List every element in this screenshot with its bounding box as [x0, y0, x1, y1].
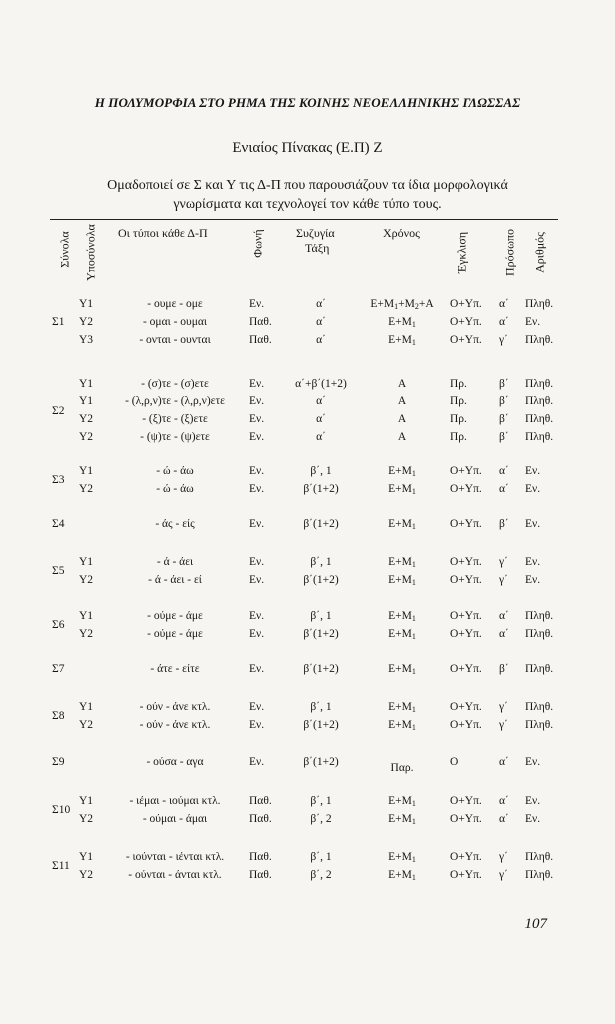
- cell-conj: β΄, 1: [310, 795, 332, 807]
- cell-conj: α΄: [316, 316, 326, 328]
- header-mood: Έγκλιση: [454, 231, 469, 274]
- cell-person: β΄: [499, 395, 509, 407]
- cell-mood: Ο+Υπ.: [450, 795, 482, 807]
- cell-number: Εν.: [525, 556, 541, 568]
- cell-voice: Παθ.: [249, 334, 272, 346]
- header-number: Αριθμός: [532, 232, 547, 273]
- cell-tense: $E+M_1$: [388, 483, 416, 496]
- cell-number: Πληθ.: [525, 298, 554, 310]
- set-label: Σ6: [52, 619, 65, 631]
- cell-number: Εν.: [525, 574, 541, 586]
- cell-conj: α΄+β΄(1+2): [295, 378, 347, 390]
- header-person: Πρόσωπο: [502, 228, 517, 277]
- cell-number: Πληθ.: [525, 869, 554, 881]
- cell-mood: Ο+Υπ.: [450, 610, 482, 622]
- cell-tense: $E+M_1$: [388, 628, 416, 641]
- cell-voice: Εν.: [249, 465, 265, 477]
- cell-sub: Υ1: [79, 378, 94, 390]
- cell-voice: Εν.: [249, 719, 265, 731]
- running-head: Η ΠΟΛΥΜΟΡΦΙΑ ΣΤΟ ΡΗΜΑ ΤΗΣ ΚΟΙΝΗΣ ΝΕΟΕΛΛΗΝΙΚΗΣ ΓΛΩΣΣΑΣ: [94, 95, 521, 110]
- cell-conj: β΄(1+2): [303, 719, 339, 731]
- cell-person: β΄: [499, 431, 509, 443]
- cell-tense: $E+M_1$: [388, 465, 416, 478]
- cell-sub: Υ1: [79, 701, 94, 713]
- set-label: Σ7: [52, 663, 65, 675]
- cell-mood: Ο+Υπ.: [450, 574, 482, 586]
- cell-voice: Παθ.: [249, 795, 272, 807]
- set-label: Σ9: [52, 756, 65, 768]
- cell-tense: Α: [397, 431, 407, 443]
- cell-mood: Ο: [450, 756, 459, 768]
- cell-forms: - ούσα - αγα: [146, 756, 204, 768]
- cell-number: Εν.: [525, 316, 541, 328]
- cell-mood: Ο+Υπ.: [450, 483, 482, 495]
- set-label: Σ2: [52, 404, 65, 417]
- set-label: Σ4: [52, 518, 65, 530]
- cell-mood: Πρ.: [450, 378, 467, 390]
- cell-tense: $E+M_1$: [388, 556, 416, 569]
- cell-mood: Ο+Υπ.: [450, 298, 482, 310]
- cell-mood: Ο+Υπ.: [450, 316, 482, 328]
- header-types: Οι τύποι κάθε Δ-Π: [118, 226, 208, 240]
- cell-person: α΄: [499, 610, 509, 622]
- cell-tense: $E+M_1$: [388, 701, 416, 714]
- cell-conj: β΄, 1: [310, 556, 332, 568]
- cell-mood: Ο+Υπ.: [450, 663, 482, 675]
- cell-person: α΄: [499, 465, 509, 477]
- cell-forms: - ά - άει: [156, 556, 194, 568]
- cell-sub: Υ2: [79, 483, 94, 495]
- cell-tense: $E+M_1$: [388, 316, 416, 329]
- cell-sub: Υ1: [79, 610, 94, 622]
- cell-tense: $E+M_1$: [388, 610, 416, 623]
- page-number: 107: [524, 916, 547, 932]
- cell-person: γ΄: [499, 574, 508, 586]
- cell-tense: $E+M_1$: [388, 869, 416, 882]
- cell-tense: Α: [397, 413, 407, 425]
- header-synola: Σύνολα: [57, 231, 72, 268]
- cell-forms: - ώ - άω: [156, 483, 194, 495]
- cell-forms: - (ξ)τε - (ξ)ετε: [142, 413, 208, 425]
- cell-mood: Ο+Υπ.: [450, 869, 482, 881]
- cell-forms: - ούμε - άμε: [147, 628, 203, 640]
- cell-sub: Υ2: [79, 316, 94, 328]
- cell-voice: Παθ.: [249, 813, 272, 825]
- cell-forms: - (λ,ρ,ν)τε - (λ,ρ,ν)ετε: [125, 395, 225, 407]
- cell-number: Πληθ.: [525, 701, 554, 713]
- cell-number: Πληθ.: [525, 851, 554, 863]
- set-label: Σ11: [52, 860, 70, 872]
- cell-sub: Υ2: [79, 413, 94, 425]
- cell-tense: $E+M_1$: [388, 795, 416, 808]
- cell-conj: α΄: [316, 334, 326, 346]
- cell-forms: - ούμαι - άμαι: [142, 813, 208, 825]
- cell-forms: - ά - άει - εί: [148, 574, 202, 586]
- cell-person: α΄: [499, 628, 509, 640]
- cell-forms: - ούνται - άνται κτλ.: [128, 869, 222, 881]
- cell-conj: β΄(1+2): [303, 483, 339, 495]
- cell-tense: Παρ.: [390, 762, 414, 774]
- cell-mood: Πρ.: [450, 413, 467, 425]
- cell-tense: $E+M_1$: [388, 518, 416, 531]
- cell-conj: β΄, 2: [310, 869, 332, 881]
- cell-forms: - ούν - άνε κτλ.: [139, 719, 211, 731]
- cell-conj: α΄: [316, 298, 326, 310]
- cell-forms: - ούν - άνε κτλ.: [139, 701, 211, 713]
- cell-tense: $E+M_1$: [388, 851, 416, 864]
- cell-mood: Ο+Υπ.: [450, 813, 482, 825]
- cell-forms: - ομαι - ουμαι: [142, 316, 208, 328]
- cell-mood: Ο+Υπ.: [450, 465, 482, 477]
- cell-mood: Ο+Υπ.: [450, 851, 482, 863]
- cell-conj: β΄(1+2): [303, 756, 339, 768]
- cell-forms: - άς - είς: [155, 518, 195, 530]
- cell-sub: Υ2: [79, 628, 94, 640]
- cell-forms: - ουμε - ομε: [147, 298, 203, 310]
- cell-number: Πληθ.: [525, 431, 554, 443]
- cell-person: γ΄: [499, 701, 508, 713]
- cell-voice: Εν.: [249, 298, 265, 310]
- cell-sub: Υ1: [79, 298, 94, 310]
- cell-voice: Εν.: [249, 413, 265, 425]
- cell-tense: $E+M_1$: [388, 813, 416, 826]
- description-line-2: γνωρίσματα και τεχνολογεί τον κάθε τύπο τους.: [173, 197, 442, 212]
- cell-forms: - άτε - είτε: [150, 663, 200, 675]
- cell-number: Πληθ.: [525, 719, 554, 731]
- cell-number: Πληθ.: [525, 378, 554, 390]
- cell-number: Εν.: [525, 483, 541, 495]
- cell-voice: Εν.: [249, 483, 265, 495]
- cell-conj: α΄: [316, 431, 326, 443]
- set-label: Σ3: [52, 474, 65, 486]
- table-top-rule: [50, 219, 558, 220]
- cell-voice: Εν.: [249, 431, 265, 443]
- cell-mood: Ο+Υπ.: [450, 518, 482, 530]
- cell-mood: Πρ.: [450, 431, 467, 443]
- cell-person: β΄: [499, 378, 509, 390]
- cell-conj: α΄: [316, 413, 326, 425]
- cell-number: Εν.: [525, 813, 541, 825]
- cell-conj: α΄: [316, 395, 326, 407]
- cell-tense: Α: [397, 378, 407, 390]
- cell-voice: Παθ.: [249, 316, 272, 328]
- cell-conj: β΄(1+2): [303, 518, 339, 530]
- cell-tense: $E+M_1$: [388, 663, 416, 676]
- cell-conj: β΄(1+2): [303, 574, 339, 586]
- cell-conj: β΄(1+2): [303, 628, 339, 640]
- cell-forms: - ονται - ουνται: [139, 334, 211, 346]
- cell-forms: - ιούνται - ιένται κτλ.: [125, 851, 225, 863]
- set-label: Σ1: [52, 316, 65, 328]
- cell-person: β΄: [499, 413, 509, 425]
- cell-voice: Εν.: [249, 610, 265, 622]
- table-title: Ενιαίος Πίνακας (Ε.Π) Ζ: [232, 140, 383, 156]
- cell-voice: Εν.: [249, 756, 265, 768]
- cell-voice: Εν.: [249, 628, 265, 640]
- header-voice: Φωνή: [250, 229, 265, 258]
- cell-forms: - ώ - άω: [156, 465, 194, 477]
- cell-number: Εν.: [525, 465, 541, 477]
- cell-sub: Υ2: [79, 574, 94, 586]
- cell-person: β΄: [499, 663, 509, 675]
- cell-person: α΄: [499, 756, 509, 768]
- header-tense: Χρόνος: [383, 226, 420, 240]
- cell-voice: Εν.: [249, 574, 265, 586]
- cell-person: γ΄: [499, 851, 508, 863]
- header-yposynola: Υποσύνολα: [83, 224, 98, 281]
- cell-number: Πληθ.: [525, 663, 554, 675]
- cell-person: β΄: [499, 518, 509, 530]
- cell-person: α΄: [499, 298, 509, 310]
- cell-sub: Υ1: [79, 795, 94, 807]
- cell-sub: Υ1: [79, 556, 94, 568]
- cell-conj: β΄, 1: [310, 610, 332, 622]
- cell-mood: Ο+Υπ.: [450, 701, 482, 713]
- cell-number: Πληθ.: [525, 334, 554, 346]
- cell-tense: $E+M_1+M_2+A$: [370, 298, 434, 311]
- cell-conj: β΄(1+2): [303, 663, 339, 675]
- cell-mood: Ο+Υπ.: [450, 556, 482, 568]
- cell-voice: Εν.: [249, 663, 265, 675]
- cell-tense: Α: [397, 395, 407, 407]
- cell-person: α΄: [499, 483, 509, 495]
- description-line-1: Ομαδοποιεί σε Σ και Υ τις Δ-Π που παρουσιάζουν τα ίδια μορφολογικά: [107, 178, 508, 193]
- cell-mood: Ο+Υπ.: [450, 334, 482, 346]
- cell-forms: - (σ)τε - (σ)ετε: [141, 378, 209, 390]
- cell-conj: β΄, 1: [310, 465, 332, 477]
- cell-conj: β΄, 1: [310, 701, 332, 713]
- cell-voice: Εν.: [249, 395, 265, 407]
- cell-number: Πληθ.: [525, 395, 554, 407]
- cell-sub: Υ1: [79, 465, 94, 477]
- cell-sub: Υ3: [79, 334, 94, 346]
- header-class: Τάξη: [305, 241, 330, 255]
- cell-voice: Εν.: [249, 701, 265, 713]
- cell-sub: Υ1: [79, 395, 94, 407]
- header-conjugation: Συζυγία: [296, 226, 335, 240]
- cell-person: γ΄: [499, 334, 508, 346]
- cell-sub: Υ2: [79, 431, 94, 443]
- cell-tense: $E+M_1$: [388, 574, 416, 587]
- set-label: Σ5: [52, 565, 65, 577]
- cell-forms: - ιέμαι - ιούμαι κτλ.: [129, 795, 221, 807]
- cell-mood: Πρ.: [450, 395, 467, 407]
- cell-number: Εν.: [525, 518, 541, 530]
- cell-tense: $E+M_1$: [388, 334, 416, 347]
- cell-number: Εν.: [525, 795, 541, 807]
- cell-voice: Εν.: [249, 378, 265, 390]
- cell-forms: - ούμε - άμε: [147, 610, 203, 622]
- cell-sub: Υ2: [79, 719, 94, 731]
- cell-sub: Υ2: [79, 869, 94, 881]
- cell-tense: $E+M_1$: [388, 719, 416, 732]
- cell-voice: Εν.: [249, 518, 265, 530]
- cell-mood: Ο+Υπ.: [450, 628, 482, 640]
- cell-number: Πληθ.: [525, 628, 554, 640]
- cell-conj: β΄, 2: [310, 813, 332, 825]
- cell-voice: Παθ.: [249, 851, 272, 863]
- cell-person: α΄: [499, 316, 509, 328]
- cell-number: Πληθ.: [525, 610, 554, 622]
- cell-person: α΄: [499, 813, 509, 825]
- cell-sub: Υ2: [79, 813, 94, 825]
- cell-voice: Εν.: [249, 556, 265, 568]
- cell-mood: Ο+Υπ.: [450, 719, 482, 731]
- cell-number: Εν.: [525, 756, 541, 768]
- cell-person: γ΄: [499, 869, 508, 881]
- cell-person: α΄: [499, 795, 509, 807]
- set-label: Σ10: [52, 804, 71, 816]
- cell-conj: β΄, 1: [310, 851, 332, 863]
- cell-person: γ΄: [499, 556, 508, 568]
- cell-sub: Υ1: [79, 851, 94, 863]
- cell-person: γ΄: [499, 719, 508, 731]
- cell-number: Πληθ.: [525, 413, 554, 425]
- cell-forms: - (ψ)τε - (ψ)ετε: [140, 431, 210, 443]
- set-label: Σ8: [52, 710, 65, 722]
- cell-voice: Παθ.: [249, 869, 272, 881]
